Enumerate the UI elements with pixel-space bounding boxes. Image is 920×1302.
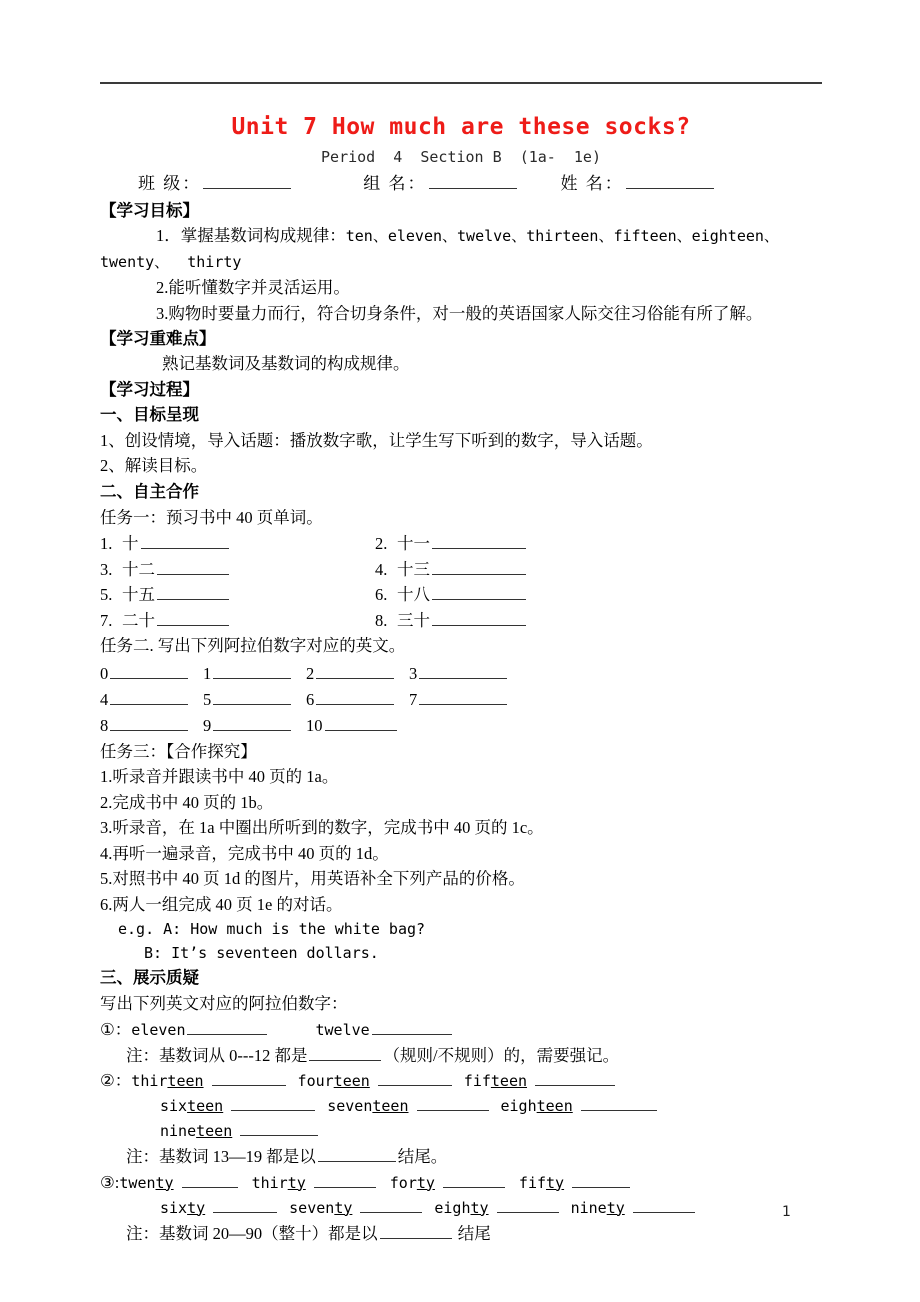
word-list-number: 6. (375, 585, 388, 604)
table-row (100, 582, 822, 608)
table-row (100, 713, 512, 739)
word-suffix: ty (287, 1173, 306, 1192)
objective-1 (100, 223, 822, 250)
word-list-word: 十五 (122, 585, 155, 604)
table-row (100, 557, 822, 583)
table-row (100, 661, 512, 687)
word-suffix: teen (372, 1097, 409, 1115)
word-eleven: eleven (131, 1020, 186, 1039)
answer-row-group3-line1 (100, 1170, 822, 1196)
word-stem: thir (131, 1072, 168, 1090)
word-seventy (289, 1199, 352, 1217)
word-stem: fif (518, 1173, 547, 1192)
group3-marker: ③: (100, 1172, 120, 1192)
eighteen-blank[interactable] (581, 1096, 657, 1111)
page-subtitle: Period 4 Section B (1a- 1e) (321, 148, 601, 166)
word-stem: six (160, 1198, 188, 1217)
numeral-blank[interactable] (316, 688, 394, 705)
fourteen-blank[interactable] (378, 1071, 452, 1086)
nineteen-blank[interactable] (240, 1121, 318, 1136)
group1-note-before: 注：基数词从 0---12 都是 (126, 1045, 308, 1065)
eleven-blank[interactable] (187, 1019, 267, 1034)
word-stem: thir (251, 1173, 288, 1192)
word-list-item (375, 582, 822, 608)
name-field[interactable] (561, 171, 716, 197)
document-body (100, 112, 822, 1246)
word-thirteen (131, 1072, 203, 1090)
numeral-item (409, 661, 512, 687)
name-blank[interactable] (626, 172, 714, 189)
numerals-grid (100, 661, 512, 739)
group2-marker: ②： (100, 1071, 132, 1090)
numeral-blank[interactable] (110, 662, 188, 679)
word-list-number: 4. (375, 559, 388, 579)
task-three-item-2: 2.完成书中 40 页的 1b。 (100, 792, 274, 812)
task-one-title: 任务一：预习书中 40 页单词。 (100, 507, 323, 527)
task-three-item-4: 4.再听一遍录音，完成书中 40 页的 1d。 (100, 843, 389, 863)
numeral-blank[interactable] (213, 688, 291, 705)
word-fifty (519, 1174, 564, 1192)
word-suffix: teen (196, 1122, 233, 1140)
forty-blank[interactable] (443, 1172, 505, 1187)
word-list-word: 十一 (397, 534, 430, 553)
class-field[interactable] (138, 171, 293, 197)
word-fifteen (464, 1072, 527, 1090)
numeral-item (100, 687, 203, 713)
example-line-b: B: It’s seventeen dollars. (144, 944, 379, 962)
table-row (100, 687, 512, 713)
example-line-a: e.g. A: How much is the white bag? (118, 920, 426, 938)
word-suffix: ty (470, 1198, 489, 1217)
word-list-word: 十八 (397, 585, 430, 604)
seventeen-blank[interactable] (417, 1096, 489, 1111)
table-row (100, 531, 822, 557)
class-blank[interactable] (203, 172, 291, 189)
word-list-number: 5. (100, 585, 113, 604)
numeral-item-empty (409, 713, 512, 739)
numeral-label: 7 (409, 689, 418, 709)
numeral-label: 9 (203, 715, 212, 735)
word-list-word: 三十 (397, 610, 430, 630)
numeral-blank[interactable] (213, 714, 291, 731)
word-suffix: ty (606, 1198, 625, 1217)
word-twelve: twelve (315, 1020, 370, 1039)
eighty-blank[interactable] (497, 1197, 559, 1212)
word-list-blank[interactable] (432, 583, 526, 600)
word-ninety (571, 1199, 625, 1217)
word-list-table (100, 531, 822, 633)
word-stem: eigh (500, 1097, 537, 1115)
numeral-item (203, 661, 306, 687)
group3-note-blank[interactable] (380, 1222, 452, 1239)
page-title: Unit 7 How much are these socks? (231, 114, 691, 140)
numeral-blank[interactable] (325, 714, 397, 731)
word-stem: eigh (434, 1198, 471, 1217)
thirteen-blank[interactable] (212, 1071, 286, 1086)
group1-marker: ①： (100, 1019, 132, 1039)
word-list-item (375, 531, 822, 557)
twelve-blank[interactable] (372, 1019, 452, 1034)
word-sixty (160, 1199, 205, 1217)
answer-row-group2-line1 (100, 1068, 822, 1094)
key-points-body: 熟记基数词及基数词的构成规律。 (162, 354, 410, 373)
word-stem: for (389, 1173, 417, 1192)
section-three-heading: 三、展示质疑 (100, 968, 199, 987)
section-one-heading: 一、目标呈现 (100, 404, 199, 424)
task-three-item-3: 3.听录音，在 1a 中圈出所听到的数字，完成书中 40 页的 1c。 (100, 818, 544, 837)
word-suffix: teen (536, 1097, 573, 1115)
group2-note-blank[interactable] (318, 1145, 396, 1162)
word-suffix: teen (333, 1072, 370, 1090)
word-eighteen (501, 1097, 573, 1115)
group1-note-after: （规则/不规则）的，需要强记。 (383, 1045, 620, 1065)
thirty-blank[interactable] (314, 1172, 376, 1187)
numeral-item (306, 687, 409, 713)
numeral-blank[interactable] (110, 714, 188, 731)
word-fourteen (298, 1072, 370, 1090)
numeral-label: 4 (100, 689, 109, 709)
task-two-title: 任务二. 写出下列阿拉伯数字对应的英文。 (100, 636, 406, 655)
numeral-label: 6 (306, 689, 315, 709)
group1-note (100, 1043, 822, 1069)
word-suffix: teen (187, 1097, 224, 1115)
answer-row-group2-line3 (100, 1119, 822, 1144)
word-list-word: 二十 (122, 610, 155, 630)
word-thirty (252, 1174, 306, 1192)
word-stem: twen (119, 1173, 156, 1192)
word-list-blank[interactable] (157, 609, 229, 626)
group2-note-before: 注：基数词 13—19 都是以 (126, 1147, 316, 1166)
word-suffix: teen (167, 1072, 204, 1090)
word-list-item (100, 608, 375, 634)
task-three-item-1: 1.听录音并跟读书中 40 页的 1a。 (100, 767, 339, 786)
fifty-blank[interactable] (572, 1172, 630, 1187)
word-stem: seven (289, 1198, 335, 1217)
numeral-item (100, 661, 203, 687)
numeral-item (100, 713, 203, 739)
word-list-blank[interactable] (432, 532, 526, 549)
group-field[interactable] (363, 171, 518, 197)
key-points-heading: 【学习重难点】 (100, 329, 216, 348)
word-list-item (100, 582, 375, 608)
numeral-item (306, 713, 409, 739)
group1-note-blank[interactable] (309, 1044, 381, 1061)
word-list-number: 7. (100, 610, 113, 630)
numeral-blank[interactable] (316, 662, 394, 679)
word-forty (390, 1174, 435, 1192)
objective-3: 3.购物时要量力而行，符合切身条件，对一般的英语国家人际交往习俗能有所了解。 (156, 303, 763, 323)
table-row (100, 608, 822, 634)
header-rule (100, 82, 822, 84)
sixteen-blank[interactable] (231, 1096, 315, 1111)
objectives-heading: 【学习目标】 (100, 201, 199, 220)
numeral-label: 10 (306, 715, 323, 735)
word-stem: nine (570, 1198, 607, 1217)
objective-1-words: ten、eleven、twelve、thirteen、fifteen、eighteen、 (345, 227, 779, 245)
section-two-heading: 二、自主合作 (100, 481, 199, 501)
group3-note-after: 结尾 (453, 1223, 491, 1243)
word-stem: seven (327, 1097, 373, 1115)
numeral-item (306, 661, 409, 687)
numeral-blank[interactable] (213, 662, 291, 679)
numeral-label: 1 (203, 663, 212, 683)
twenty-blank[interactable] (182, 1172, 238, 1187)
answer-row-group3-line2 (100, 1196, 822, 1221)
word-list-item (375, 557, 822, 583)
word-sixteen (160, 1097, 223, 1115)
numeral-blank[interactable] (419, 688, 507, 705)
word-stem: nine (160, 1122, 197, 1140)
word-suffix: ty (155, 1173, 174, 1192)
word-list-number: 1. (100, 534, 113, 553)
objective-1-continuation: twenty、 thirty (100, 252, 242, 271)
fifteen-blank[interactable] (535, 1071, 615, 1086)
group-blank[interactable] (429, 172, 517, 189)
word-list-word: 十三 (397, 559, 430, 579)
word-stem: four (297, 1072, 334, 1090)
student-info-row (100, 171, 822, 197)
task-three-item-5: 5.对照书中 40 页 1d 的图片，用英语补全下列产品的价格。 (100, 869, 525, 888)
name-label: 姓 名： (560, 174, 624, 193)
word-suffix: ty (546, 1173, 565, 1192)
task-three-title: 任务三：【合作探究】 (100, 741, 257, 761)
word-twenty (119, 1174, 173, 1192)
group-label: 组 名： (363, 174, 427, 193)
word-list-word: 十 (122, 534, 139, 553)
objective-2: 2.能听懂数字并灵活运用。 (156, 278, 350, 297)
word-list-number: 8. (375, 610, 388, 630)
numeral-label: 3 (409, 663, 418, 683)
ninety-blank[interactable] (633, 1197, 695, 1212)
word-eighty (434, 1199, 488, 1217)
class-label: 班 级： (138, 174, 202, 193)
word-suffix: ty (334, 1198, 353, 1217)
word-list-number: 2. (375, 534, 388, 553)
answer-row-group1 (100, 1017, 822, 1043)
section-one-item-1: 1、创设情境，导入话题：播放数字歌，让学生写下听到的数字，导入话题。 (100, 430, 653, 450)
word-stem: six (160, 1097, 188, 1115)
word-list-blank[interactable] (157, 558, 229, 575)
answer-row-group2-line2 (100, 1094, 822, 1119)
group3-note (100, 1221, 822, 1247)
seventy-blank[interactable] (360, 1197, 422, 1212)
group3-note-before: 注：基数词 20—90（整十）都是以 (126, 1223, 378, 1243)
section-three-prompt: 写出下列英文对应的阿拉伯数字： (100, 994, 348, 1013)
word-suffix: ty (187, 1198, 206, 1217)
numeral-item (409, 687, 512, 713)
numeral-blank[interactable] (110, 688, 188, 705)
word-list-item (375, 608, 822, 634)
word-list-blank[interactable] (432, 609, 526, 626)
numeral-label: 0 (100, 663, 109, 683)
word-list-word: 十二 (122, 559, 155, 579)
word-suffix: teen (490, 1072, 528, 1090)
group2-note (100, 1144, 822, 1170)
word-list-blank[interactable] (141, 532, 229, 549)
group2-note-after: 结尾。 (397, 1147, 448, 1166)
numeral-item (203, 713, 306, 739)
numeral-label: 5 (203, 689, 212, 709)
section-one-item-2: 2、解读目标。 (100, 456, 208, 475)
word-stem: fif (463, 1072, 491, 1090)
word-seventeen (327, 1097, 408, 1115)
word-nineteen (160, 1122, 232, 1140)
numeral-blank[interactable] (419, 662, 507, 679)
numeral-label: 8 (100, 715, 109, 735)
numeral-label: 2 (306, 663, 315, 683)
word-list-blank[interactable] (157, 583, 229, 600)
objective-1-prefix: 1．掌握基数词构成规律： (156, 226, 346, 245)
word-list-number: 3. (100, 559, 113, 579)
task-three-item-6: 6.两人一组完成 40 页 1e 的对话。 (100, 894, 343, 914)
word-list-blank[interactable] (432, 558, 526, 575)
numeral-item (203, 687, 306, 713)
word-list-item (100, 557, 375, 583)
sixty-blank[interactable] (213, 1197, 277, 1212)
word-suffix: ty (416, 1173, 435, 1192)
word-list-item (100, 531, 375, 557)
process-heading: 【学习过程】 (100, 379, 199, 399)
page-number: 1 (782, 1204, 791, 1220)
